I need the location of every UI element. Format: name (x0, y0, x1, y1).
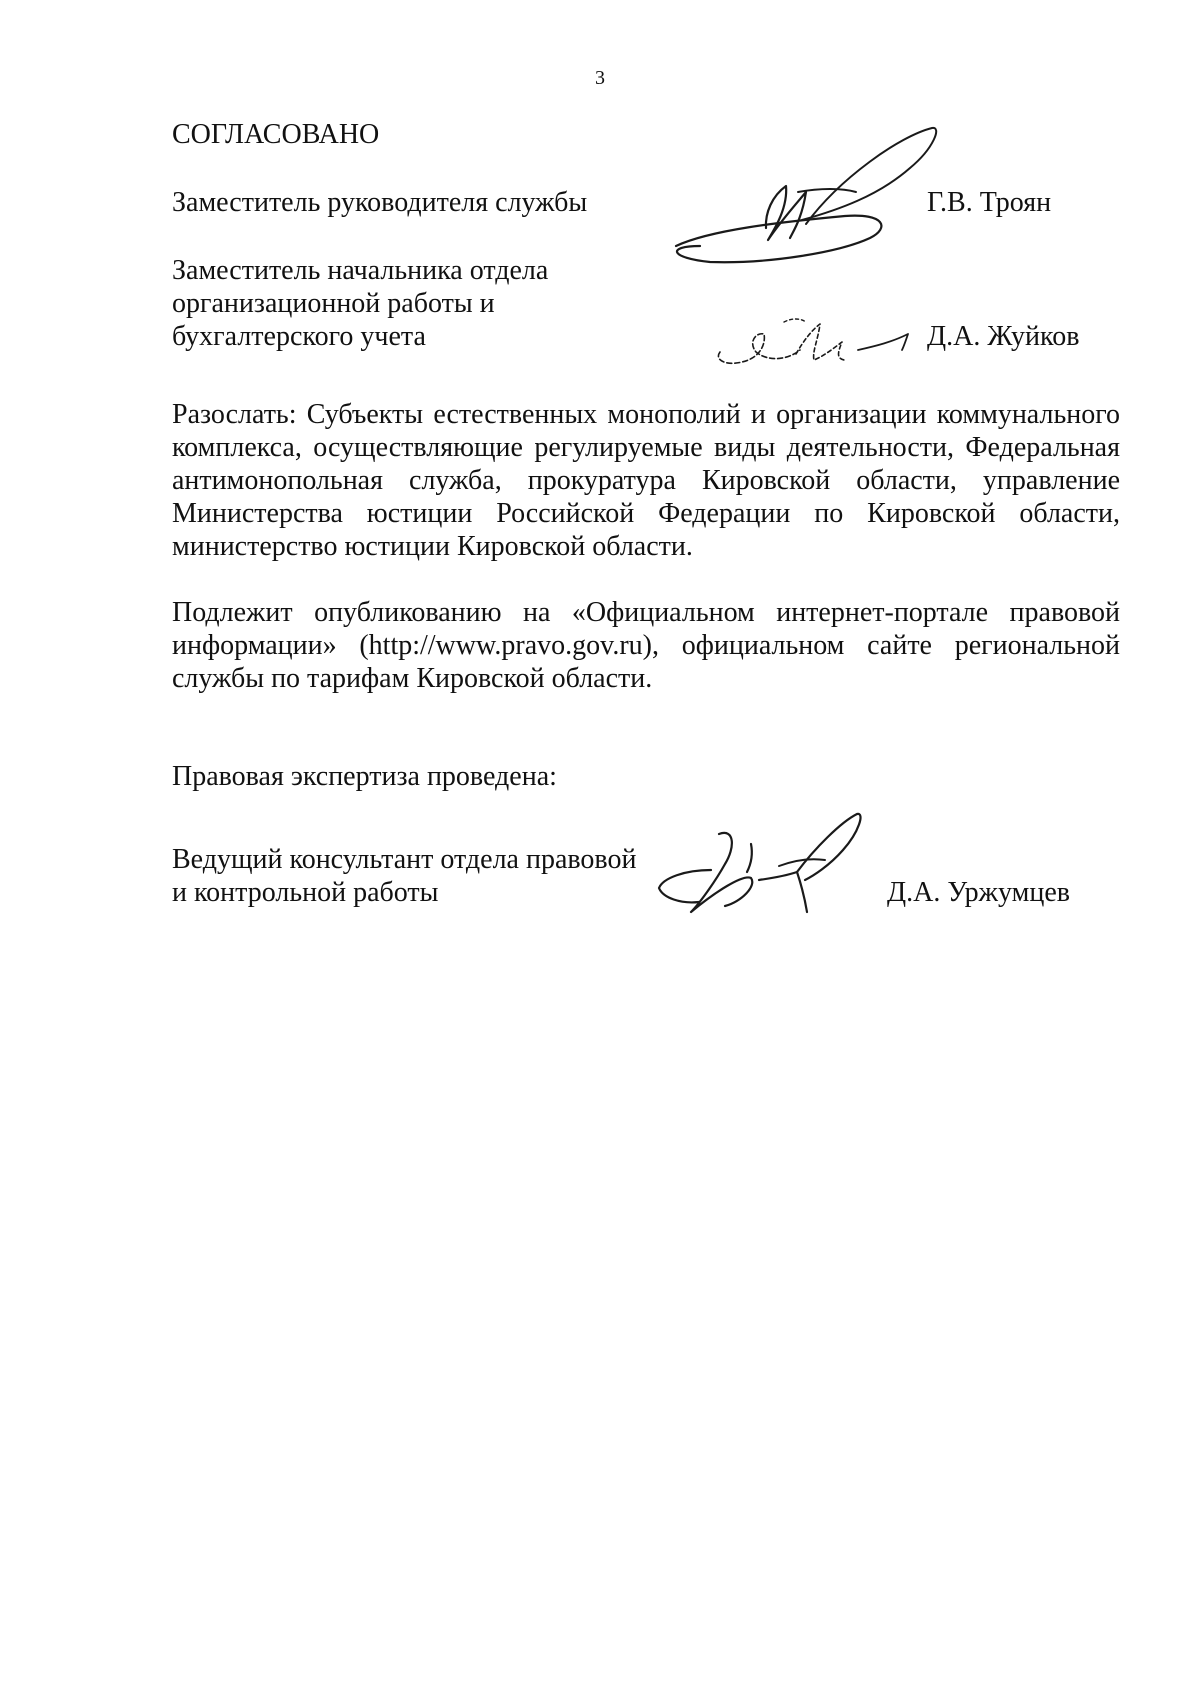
distribution-paragraph: Разослать: Субъекты естественных монополий и организации коммунального комплекса, осуществляющие регулируемые виды деятельности, Федеральная антимонопольная служба, прокуратура Кировской области, управление Министерства юстиции Российской Федерации по Кировской области, министерство юстиции Кировской области. (172, 399, 1120, 562)
signature-2-icon (708, 300, 923, 380)
signatory-2-position-line-2: организационной работы и (172, 288, 495, 319)
signature-3-icon (655, 808, 885, 923)
publication-paragraph: Подлежит опубликованию на «Официальном интернет-портале правовой информации» (http://www.pravo.gov.ru), официальном сайте региональной службы по тарифам Кировской области. (172, 597, 1120, 694)
signatory-1-position: Заместитель руководителя службы (172, 187, 588, 218)
legal-signatory-name: Д.А. Уржумцев (887, 877, 1071, 908)
signatory-2-name: Д.А. Жуйков (927, 321, 1080, 352)
signatory-1-name: Г.В. Троян (927, 187, 1052, 218)
signature-1-icon (670, 118, 950, 278)
signatory-2-position-line-1: Заместитель начальника отдела (172, 255, 549, 286)
legal-review-heading: Правовая экспертиза проведена: (172, 761, 557, 792)
signatory-2-position-line-3: бухгалтерского учета (172, 321, 426, 352)
legal-signatory-position-line-1: Ведущий консультант отдела правовой (172, 844, 637, 875)
page-number: 3 (595, 67, 605, 89)
approval-heading: СОГЛАСОВАНО (172, 119, 380, 150)
legal-signatory-position-line-2: и контрольной работы (172, 877, 439, 908)
